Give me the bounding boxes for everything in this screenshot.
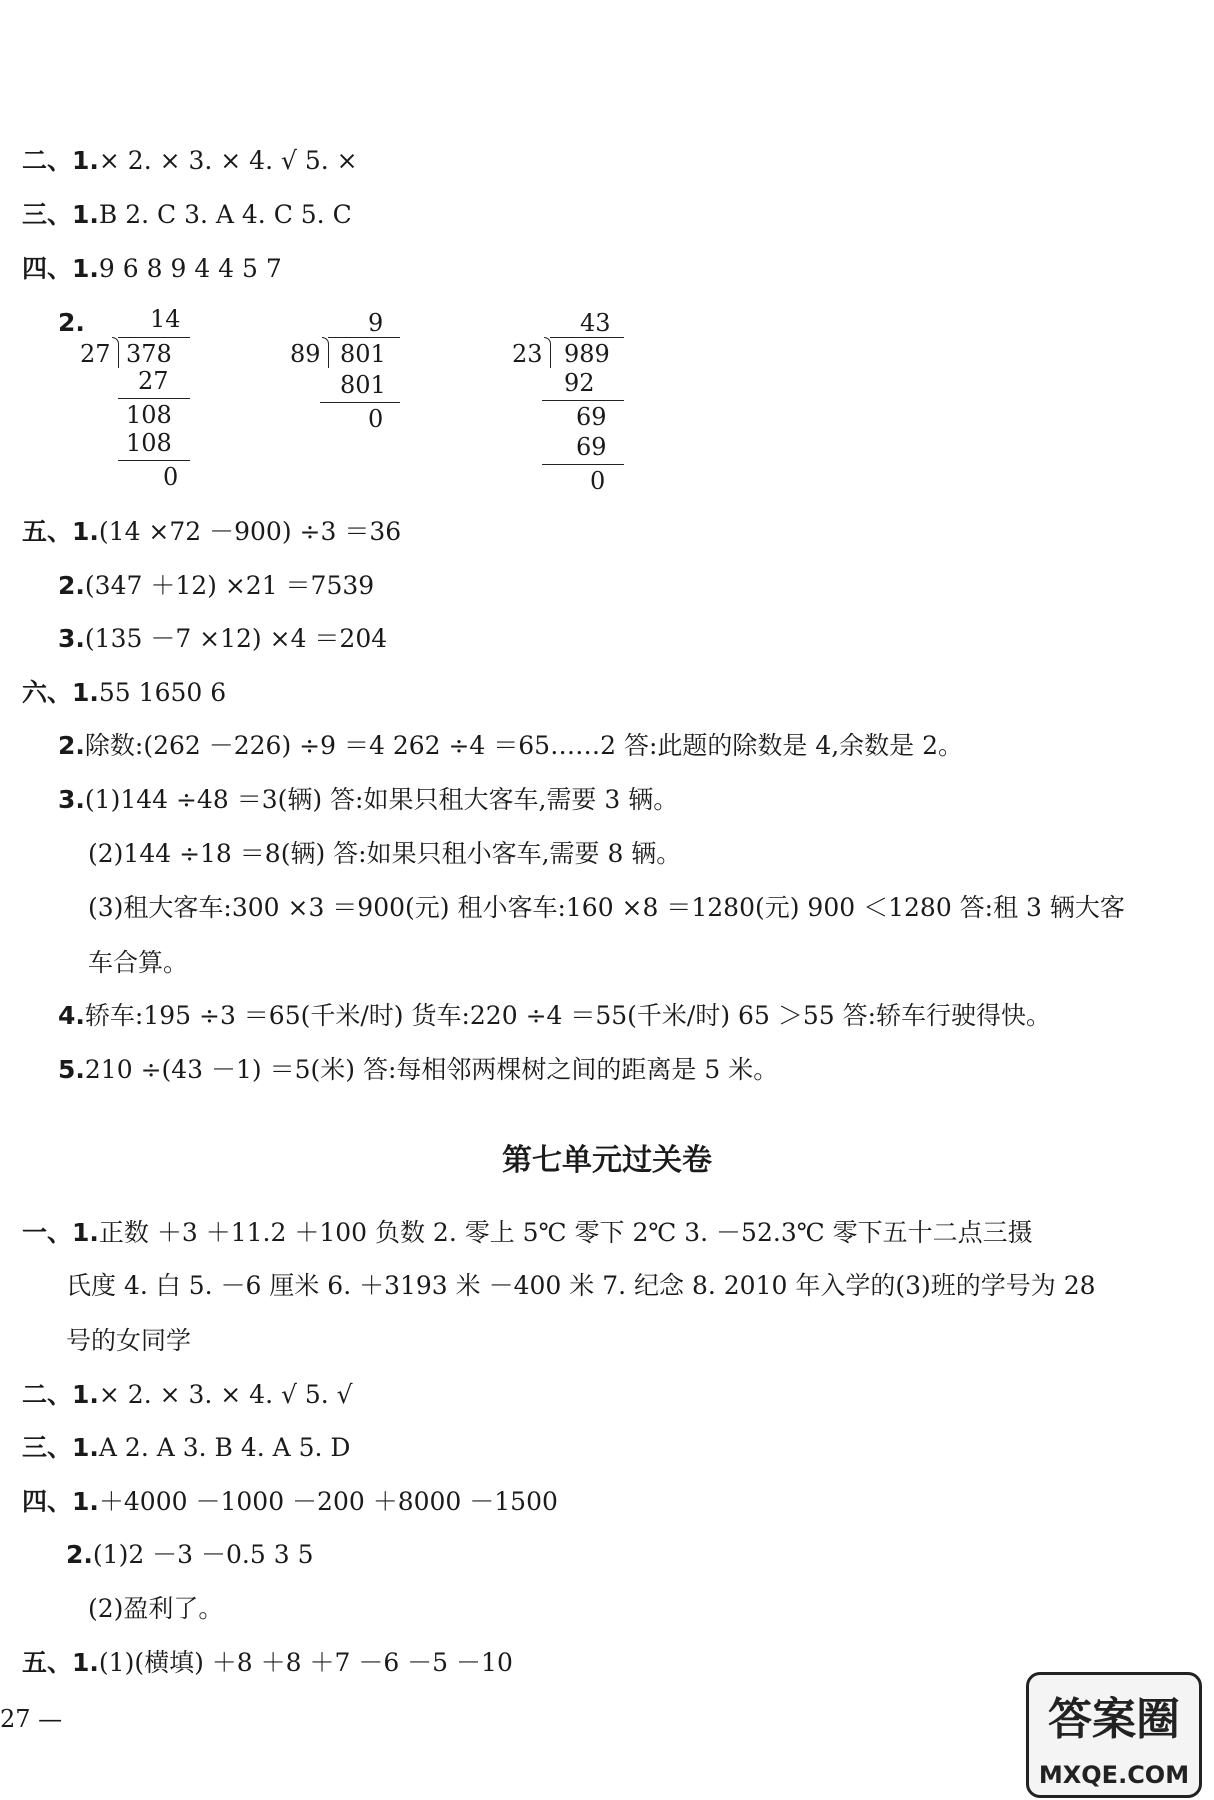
quotient: 14 bbox=[150, 305, 181, 333]
subtract-line bbox=[320, 402, 400, 403]
answer-text: × 2. × 3. × 4. √ 5. √ bbox=[98, 1380, 353, 1409]
answer-line-er bbox=[22, 146, 358, 176]
subtract-line bbox=[118, 460, 190, 461]
quotient: 9 bbox=[368, 309, 384, 337]
divisor: 89 bbox=[290, 340, 321, 368]
answer-text: (1)144 ÷48 ＝3(辆) 答:如果只租大客车,需要 3 辆。 bbox=[84, 785, 679, 814]
subtract-1: 801 bbox=[340, 371, 386, 399]
answer-text: (347 ＋12) ×21 ＝7539 bbox=[84, 571, 375, 600]
answer-line-liu-3c: (3)租大客车:300 ×3 ＝900(元) 租小客车:160 ×8 ＝1280(元) 900 ＜1280 答:租 3 辆大客 bbox=[88, 893, 1125, 922]
page-number: 27 — bbox=[0, 1705, 63, 1733]
answer-line-wu-3 bbox=[58, 624, 387, 654]
answer-line-u7-si-2 bbox=[66, 1540, 314, 1570]
answer-line-liu-2 bbox=[58, 731, 963, 761]
dividend: 989 bbox=[564, 340, 610, 368]
question-number: 2. bbox=[58, 571, 85, 600]
answer-text: 正数 ＋3 ＋11.2 ＋100 负数 2. 零上 5℃ 零下 2℃ 3. －52.3℃ 零下五十二点三摄 bbox=[98, 1218, 1033, 1247]
dividend: 378 bbox=[126, 340, 172, 368]
answer-text: 轿车:195 ÷3 ＝65(千米/时) 货车:220 ÷4 ＝55(千米/时) 65 ＞55 答:轿车行驶得快。 bbox=[84, 1001, 1051, 1030]
subtract-line bbox=[118, 398, 190, 399]
subtract-2: 108 bbox=[126, 429, 172, 457]
section-label: 五、1. bbox=[22, 1648, 99, 1677]
dividend: 801 bbox=[340, 340, 386, 368]
question-number: 2. bbox=[58, 731, 85, 760]
division-bar bbox=[328, 337, 400, 338]
remainder-1: 0 bbox=[368, 405, 384, 433]
answer-text: (1)(横填) ＋8 ＋8 ＋7 －6 －5 －10 bbox=[98, 1648, 513, 1677]
division-bracket bbox=[544, 337, 551, 368]
watermark-url: MXQE.COM bbox=[1038, 1761, 1190, 1789]
section-label: 四、1. bbox=[22, 254, 99, 283]
watermark-logo bbox=[1026, 1672, 1202, 1798]
section-label: 二、1. bbox=[22, 1380, 99, 1409]
subtract-1: 27 bbox=[138, 367, 169, 395]
section-label: 一、1. bbox=[22, 1218, 99, 1247]
section-title: 第七单元过关卷 bbox=[502, 1143, 712, 1178]
question-number: 3. bbox=[58, 785, 85, 814]
subtract-1: 92 bbox=[564, 369, 595, 397]
question-number: 5. bbox=[58, 1055, 85, 1084]
answer-line-u7-yi-2: 氏度 4. 白 5. －6 厘米 6. ＋3193 米 －400 米 7. 纪念 8. 2010 年入学的(3)班的学号为 28 bbox=[66, 1271, 1096, 1300]
question-number: 3. bbox=[58, 624, 85, 653]
remainder-2: 0 bbox=[590, 467, 606, 495]
subtract-line bbox=[542, 400, 624, 401]
answer-line-u7-yi-3: 号的女同学 bbox=[66, 1326, 192, 1355]
answer-text: 除数:(262 －226) ÷9 ＝4 262 ÷4 ＝65……2 答:此题的除数是 4,余数是 2。 bbox=[84, 731, 964, 760]
quotient: 43 bbox=[580, 309, 611, 337]
question-number: 4. bbox=[58, 1001, 85, 1030]
answer-line-u7-si bbox=[22, 1487, 558, 1517]
watermark-title: 答案圈 bbox=[1048, 1694, 1180, 1745]
answer-line-u7-er bbox=[22, 1380, 353, 1410]
answer-line-liu-3 bbox=[58, 785, 678, 815]
long-division-2 bbox=[290, 305, 410, 433]
answer-line-u7-si-2b: (2)盈利了。 bbox=[88, 1594, 224, 1623]
answer-text: A 2. A 3. B 4. A 5. D bbox=[98, 1433, 351, 1462]
answer-line-liu-3d: 车合算。 bbox=[88, 948, 189, 977]
answer-line-wu-1 bbox=[22, 517, 401, 547]
answer-text: (14 ×72 －900) ÷3 ＝36 bbox=[98, 517, 402, 546]
division-bar bbox=[118, 337, 190, 338]
question-number: 2. bbox=[66, 1540, 93, 1569]
section-label: 五、1. bbox=[22, 517, 99, 546]
answer-line-liu-4 bbox=[58, 1001, 1051, 1031]
answer-line-liu-3b: (2)144 ÷18 ＝8(辆) 答:如果只租小客车,需要 8 辆。 bbox=[88, 839, 682, 868]
answer-text: 9 6 8 9 4 4 5 7 bbox=[98, 254, 282, 283]
division-bracket bbox=[322, 337, 329, 368]
answer-line-san bbox=[22, 200, 352, 230]
subtract-2: 69 bbox=[576, 433, 607, 461]
answer-text: ＋4000 －1000 －200 ＋8000 －1500 bbox=[98, 1487, 558, 1516]
section-label: 三、1. bbox=[22, 1433, 99, 1462]
long-division-3 bbox=[512, 305, 642, 495]
long-division-1 bbox=[80, 305, 200, 491]
answer-text: (1)2 －3 －0.5 3 5 bbox=[92, 1540, 314, 1569]
subtract-line bbox=[542, 464, 624, 465]
section-label: 四、1. bbox=[22, 1487, 99, 1516]
division-bar bbox=[550, 337, 624, 338]
answer-text: 55 1650 6 bbox=[98, 678, 227, 707]
question-number: 2. bbox=[58, 308, 85, 337]
divisor: 27 bbox=[80, 340, 111, 368]
section-label: 六、1. bbox=[22, 678, 99, 707]
remainder-1: 69 bbox=[576, 403, 607, 431]
remainder-2: 0 bbox=[163, 463, 179, 491]
answer-line-wu-2 bbox=[58, 571, 374, 601]
answer-text: 210 ÷(43 －1) ＝5(米) 答:每相邻两棵树之间的距离是 5 米。 bbox=[84, 1055, 779, 1084]
answer-text: (135 －7 ×12) ×4 ＝204 bbox=[84, 624, 388, 653]
answer-line-u7-yi-1 bbox=[22, 1218, 1033, 1248]
answer-text: B 2. C 3. A 4. C 5. C bbox=[98, 200, 352, 229]
section-label: 三、1. bbox=[22, 200, 99, 229]
answer-line-liu-5 bbox=[58, 1055, 778, 1085]
remainder-1: 108 bbox=[126, 401, 172, 429]
answer-text: × 2. × 3. × 4. √ 5. × bbox=[98, 146, 358, 175]
section-label: 二、1. bbox=[22, 146, 99, 175]
answer-line-liu-1 bbox=[22, 678, 226, 708]
divisor: 23 bbox=[512, 340, 543, 368]
answer-line-u7-wu bbox=[22, 1648, 513, 1678]
answer-line-u7-san bbox=[22, 1433, 350, 1463]
division-bracket bbox=[112, 337, 119, 368]
answer-line-si bbox=[22, 254, 282, 284]
